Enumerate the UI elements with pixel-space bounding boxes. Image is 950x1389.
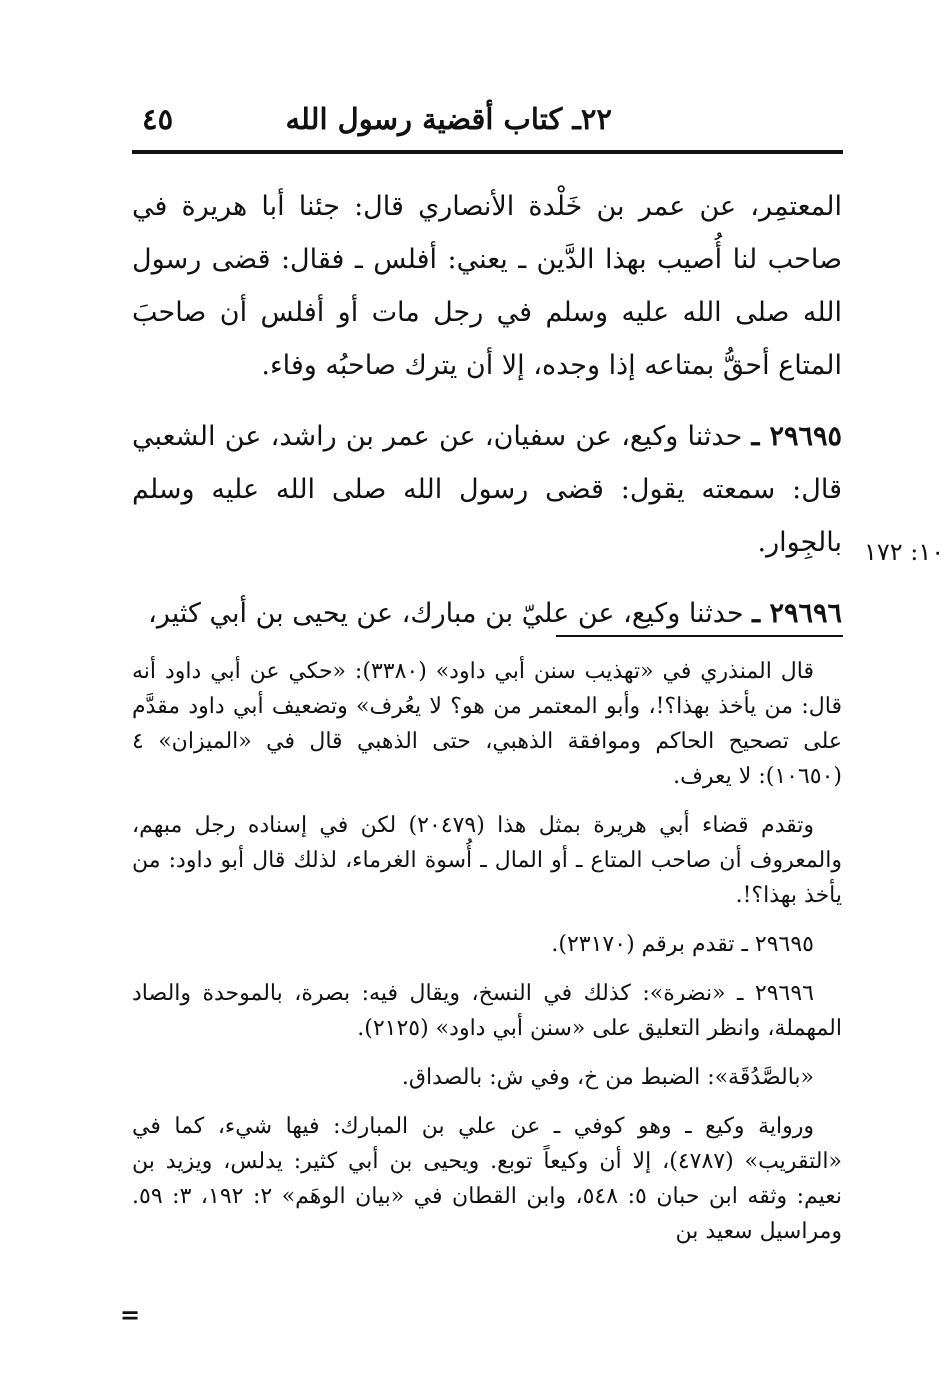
hadith-text: المعتمِر، عن عمر بن خَلْدة الأنصاري قال: جئنا أبا هريرة في صاحب لنا أُصيب بهذا الدَّين ـ يعني: أفلس ـ فقال: قضى رسول الله صلى الله عليه وسلم في رجل مات أو أفلس أن صاحبَ المتاع أحقُّ بمتاعه إذا وجده، إلا أن يترك صاحبُه وفاء. bbox=[132, 191, 842, 381]
footnote: ٢٩٦٩٥ ـ تقدم برقم (٢٣١٧٠). bbox=[551, 932, 814, 957]
hadith-text: حدثنا وكيع، عن عليّ بن مبارك، عن يحيى بن أبي كثير، bbox=[148, 598, 753, 629]
hadith-number: ٢٩٦٩٥ ـ bbox=[751, 421, 842, 452]
page-header bbox=[132, 96, 842, 150]
footnote: وتقدم قضاء أبي هريرة بمثل هذا (٢٠٤٧٩) لكن في إسناده رجل مبهم، والمعروف أن صاحب المتاع ـ أو المال ـ أُسوة الغرماء، لذلك قال أبو داود: من يأخذ بهذا؟!. bbox=[132, 813, 842, 908]
hadith-paragraph bbox=[132, 410, 842, 569]
page-number: ٤٥ bbox=[142, 102, 174, 136]
hadith-number: ٢٩٦٩٦ ـ bbox=[752, 598, 842, 629]
footnote: قال المنذري في «تهذيب سنن أبي داود» (٣٣٨٠): «حكي عن أبي داود أنه قال: من يأخذ بهذا؟!، وأبو المعتمر من هو؟ لا يعُرف» وتضعيف أبي داود مقدَّم على تصحيح الحاكم وموافقة الذهبي، حتى الذهبي قال في «الميزان» ٤ (١٠٦٥٠): لا يعرف. bbox=[132, 659, 842, 789]
footnotes bbox=[132, 654, 842, 1263]
main-text bbox=[132, 180, 842, 658]
margin-reference: ١٠: ١٧٢ bbox=[864, 538, 945, 566]
header-divider bbox=[132, 150, 843, 154]
footnote: ٢٩٦٩٦ ـ «نضرة»: كذلك في النسخ، ويقال فيه: بصرة، بالموحدة والصاد المهملة، وانظر التعليق على «سنن أبي داود» (٢١٢٥). bbox=[132, 981, 842, 1041]
footnote-divider bbox=[556, 635, 843, 637]
continuation-mark: = bbox=[120, 1300, 141, 1329]
hadith-paragraph bbox=[132, 180, 842, 392]
footnote: «بالصَّدُقَة»: الضبط من خ، وفي ش: بالصداق. bbox=[401, 1065, 814, 1090]
hadith-text: حدثنا وكيع، عن سفيان، عن عمر بن راشد، عن الشعبي قال: سمعته يقول: قضى رسول الله صلى الله عليه وسلم بالجِوار. bbox=[132, 421, 842, 558]
footnote: ورواية وكيع ـ وهو كوفي ـ عن علي بن المبارك: فيها شيء، كما في «التقريب» (٤٧٨٧)، إلا أن وكيعاً توبع. ويحيى بن أبي كثير: يدلس، ويزيد بن نعيم: وثقه ابن حبان ٥: ٥٤٨، وابن القطان في «بيان الوهَم» ٢: ١٩٢، ٣: ٥٩. ومراسيل سعيد بن bbox=[132, 1114, 843, 1244]
hadith-paragraph bbox=[132, 587, 842, 640]
chapter-title: ٢٢ـ كتاب أقضية رسول الله bbox=[285, 102, 612, 136]
